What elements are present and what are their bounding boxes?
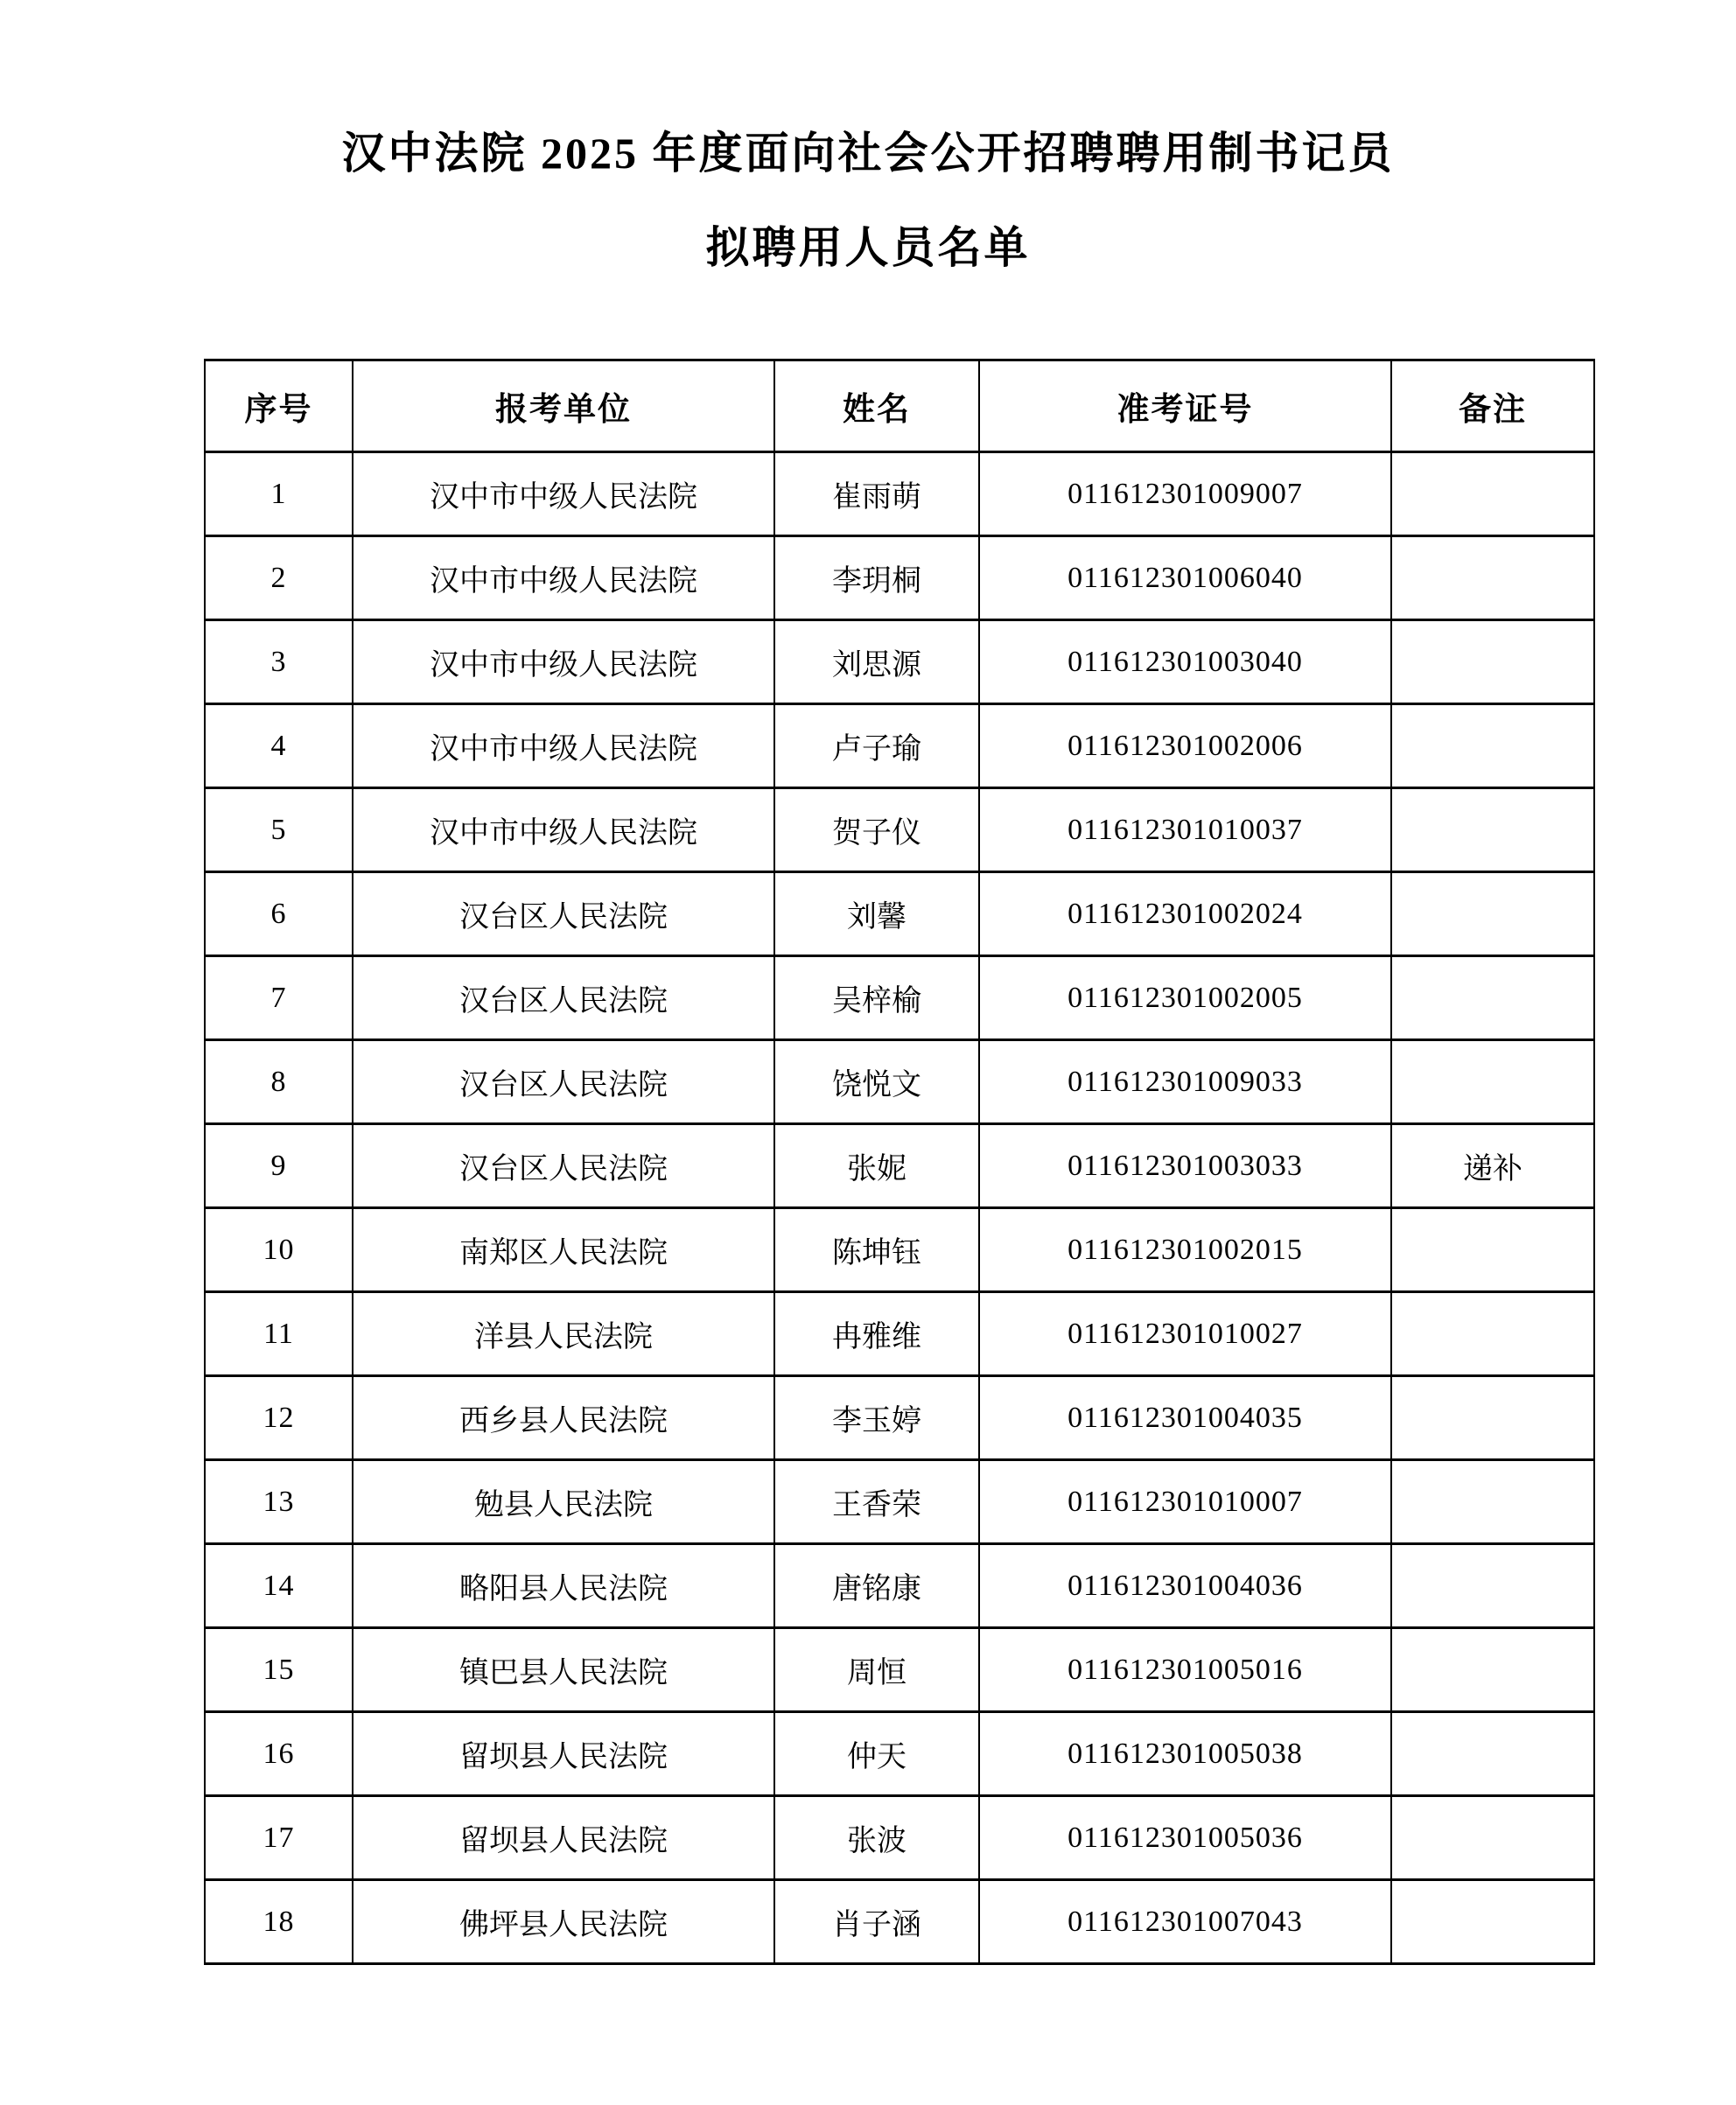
cell-name: 吴梓榆 xyxy=(774,956,979,1040)
cell-name: 张妮 xyxy=(774,1124,979,1208)
cell-name: 李玉婷 xyxy=(774,1376,979,1460)
table-row xyxy=(205,1880,1594,1964)
cell-unit: 留坝县人民法院 xyxy=(353,1712,774,1796)
cell-name: 肖子涵 xyxy=(774,1880,979,1964)
cell-unit: 镇巴县人民法院 xyxy=(353,1628,774,1712)
table-row xyxy=(205,1796,1594,1880)
cell-no: 13 xyxy=(205,1460,353,1544)
cell-no: 9 xyxy=(205,1124,353,1208)
table-row xyxy=(205,1292,1594,1376)
cell-remark xyxy=(1391,1460,1594,1544)
cell-no: 5 xyxy=(205,788,353,872)
table-header-row xyxy=(205,360,1594,452)
cell-remark xyxy=(1391,1628,1594,1712)
cell-no: 14 xyxy=(205,1544,353,1628)
cell-ticket: 011612301002015 xyxy=(979,1208,1391,1292)
cell-name: 卢子瑜 xyxy=(774,704,979,788)
cell-name: 王香荣 xyxy=(774,1460,979,1544)
table-row xyxy=(205,1124,1594,1208)
column-header-no: 序号 xyxy=(205,360,353,452)
cell-unit: 勉县人民法院 xyxy=(353,1460,774,1544)
cell-ticket: 011612301003033 xyxy=(979,1124,1391,1208)
cell-unit: 汉中市中级人民法院 xyxy=(353,452,774,536)
column-header-name: 姓名 xyxy=(774,360,979,452)
cell-remark xyxy=(1391,704,1594,788)
table-row xyxy=(205,1712,1594,1796)
table-row xyxy=(205,452,1594,536)
cell-no: 16 xyxy=(205,1712,353,1796)
cell-no: 18 xyxy=(205,1880,353,1964)
cell-ticket: 011612301010007 xyxy=(979,1460,1391,1544)
cell-remark xyxy=(1391,1712,1594,1796)
cell-name: 饶悦文 xyxy=(774,1040,979,1124)
cell-unit: 汉中市中级人民法院 xyxy=(353,704,774,788)
cell-name: 张波 xyxy=(774,1796,979,1880)
cell-unit: 略阳县人民法院 xyxy=(353,1544,774,1628)
cell-name: 陈坤钰 xyxy=(774,1208,979,1292)
cell-name: 唐铭康 xyxy=(774,1544,979,1628)
cell-unit: 汉台区人民法院 xyxy=(353,956,774,1040)
cell-unit: 汉中市中级人民法院 xyxy=(353,620,774,704)
cell-unit: 佛坪县人民法院 xyxy=(353,1880,774,1964)
cell-no: 3 xyxy=(205,620,353,704)
cell-unit: 南郑区人民法院 xyxy=(353,1208,774,1292)
table-row xyxy=(205,788,1594,872)
table-row xyxy=(205,1376,1594,1460)
cell-unit: 汉台区人民法院 xyxy=(353,872,774,956)
cell-name: 刘思源 xyxy=(774,620,979,704)
cell-remark xyxy=(1391,620,1594,704)
cell-ticket: 011612301002024 xyxy=(979,872,1391,956)
cell-remark xyxy=(1391,1544,1594,1628)
cell-no: 7 xyxy=(205,956,353,1040)
cell-ticket: 011612301010037 xyxy=(979,788,1391,872)
cell-no: 6 xyxy=(205,872,353,956)
table-row xyxy=(205,1208,1594,1292)
cell-ticket: 011612301007043 xyxy=(979,1880,1391,1964)
table-row xyxy=(205,872,1594,956)
hired-personnel-table xyxy=(204,359,1595,1965)
table-row xyxy=(205,1628,1594,1712)
cell-remark xyxy=(1391,1796,1594,1880)
cell-name: 周恒 xyxy=(774,1628,979,1712)
cell-ticket: 011612301010027 xyxy=(979,1292,1391,1376)
cell-unit: 留坝县人民法院 xyxy=(353,1796,774,1880)
column-header-ticket: 准考证号 xyxy=(979,360,1391,452)
cell-name: 李玥桐 xyxy=(774,536,979,620)
cell-ticket: 011612301004036 xyxy=(979,1544,1391,1628)
cell-unit: 洋县人民法院 xyxy=(353,1292,774,1376)
cell-no: 10 xyxy=(205,1208,353,1292)
cell-unit: 汉中市中级人民法院 xyxy=(353,788,774,872)
cell-name: 崔雨萌 xyxy=(774,452,979,536)
cell-remark xyxy=(1391,1880,1594,1964)
table-body xyxy=(205,452,1594,1964)
document-title-line1: 汉中法院 2025 年度面向社会公开招聘聘用制书记员 xyxy=(341,129,1395,178)
table-row xyxy=(205,536,1594,620)
cell-no: 4 xyxy=(205,704,353,788)
cell-name: 贺子仪 xyxy=(774,788,979,872)
cell-ticket: 011612301005036 xyxy=(979,1796,1391,1880)
cell-ticket: 011612301004035 xyxy=(979,1376,1391,1460)
table-row xyxy=(205,1040,1594,1124)
cell-remark xyxy=(1391,872,1594,956)
cell-ticket: 011612301005038 xyxy=(979,1712,1391,1796)
cell-no: 12 xyxy=(205,1376,353,1460)
cell-unit: 西乡县人民法院 xyxy=(353,1376,774,1460)
cell-no: 11 xyxy=(205,1292,353,1376)
table-row xyxy=(205,1544,1594,1628)
cell-no: 8 xyxy=(205,1040,353,1124)
cell-remark xyxy=(1391,1208,1594,1292)
cell-name: 仲天 xyxy=(774,1712,979,1796)
cell-unit: 汉中市中级人民法院 xyxy=(353,536,774,620)
cell-no: 17 xyxy=(205,1796,353,1880)
cell-no: 1 xyxy=(205,452,353,536)
cell-unit: 汉台区人民法院 xyxy=(353,1040,774,1124)
document-title-line2: 拟聘用人员名单 xyxy=(705,223,1031,272)
column-header-unit: 报考单位 xyxy=(353,360,774,452)
cell-remark: 递补 xyxy=(1391,1124,1594,1208)
cell-ticket: 011612301009033 xyxy=(979,1040,1391,1124)
cell-ticket: 011612301003040 xyxy=(979,620,1391,704)
cell-ticket: 011612301009007 xyxy=(979,452,1391,536)
cell-remark xyxy=(1391,788,1594,872)
cell-ticket: 011612301002005 xyxy=(979,956,1391,1040)
cell-remark xyxy=(1391,1292,1594,1376)
cell-remark xyxy=(1391,956,1594,1040)
cell-unit: 汉台区人民法院 xyxy=(353,1124,774,1208)
cell-remark xyxy=(1391,1376,1594,1460)
cell-remark xyxy=(1391,536,1594,620)
cell-remark xyxy=(1391,452,1594,536)
table-row xyxy=(205,956,1594,1040)
cell-name: 刘馨 xyxy=(774,872,979,956)
table-row xyxy=(205,620,1594,704)
column-header-remark: 备注 xyxy=(1391,360,1594,452)
cell-ticket: 011612301002006 xyxy=(979,704,1391,788)
cell-ticket: 011612301005016 xyxy=(979,1628,1391,1712)
cell-name: 冉雅维 xyxy=(774,1292,979,1376)
cell-no: 2 xyxy=(205,536,353,620)
cell-remark xyxy=(1391,1040,1594,1124)
table-row xyxy=(205,704,1594,788)
cell-no: 15 xyxy=(205,1628,353,1712)
cell-ticket: 011612301006040 xyxy=(979,536,1391,620)
table-row xyxy=(205,1460,1594,1544)
